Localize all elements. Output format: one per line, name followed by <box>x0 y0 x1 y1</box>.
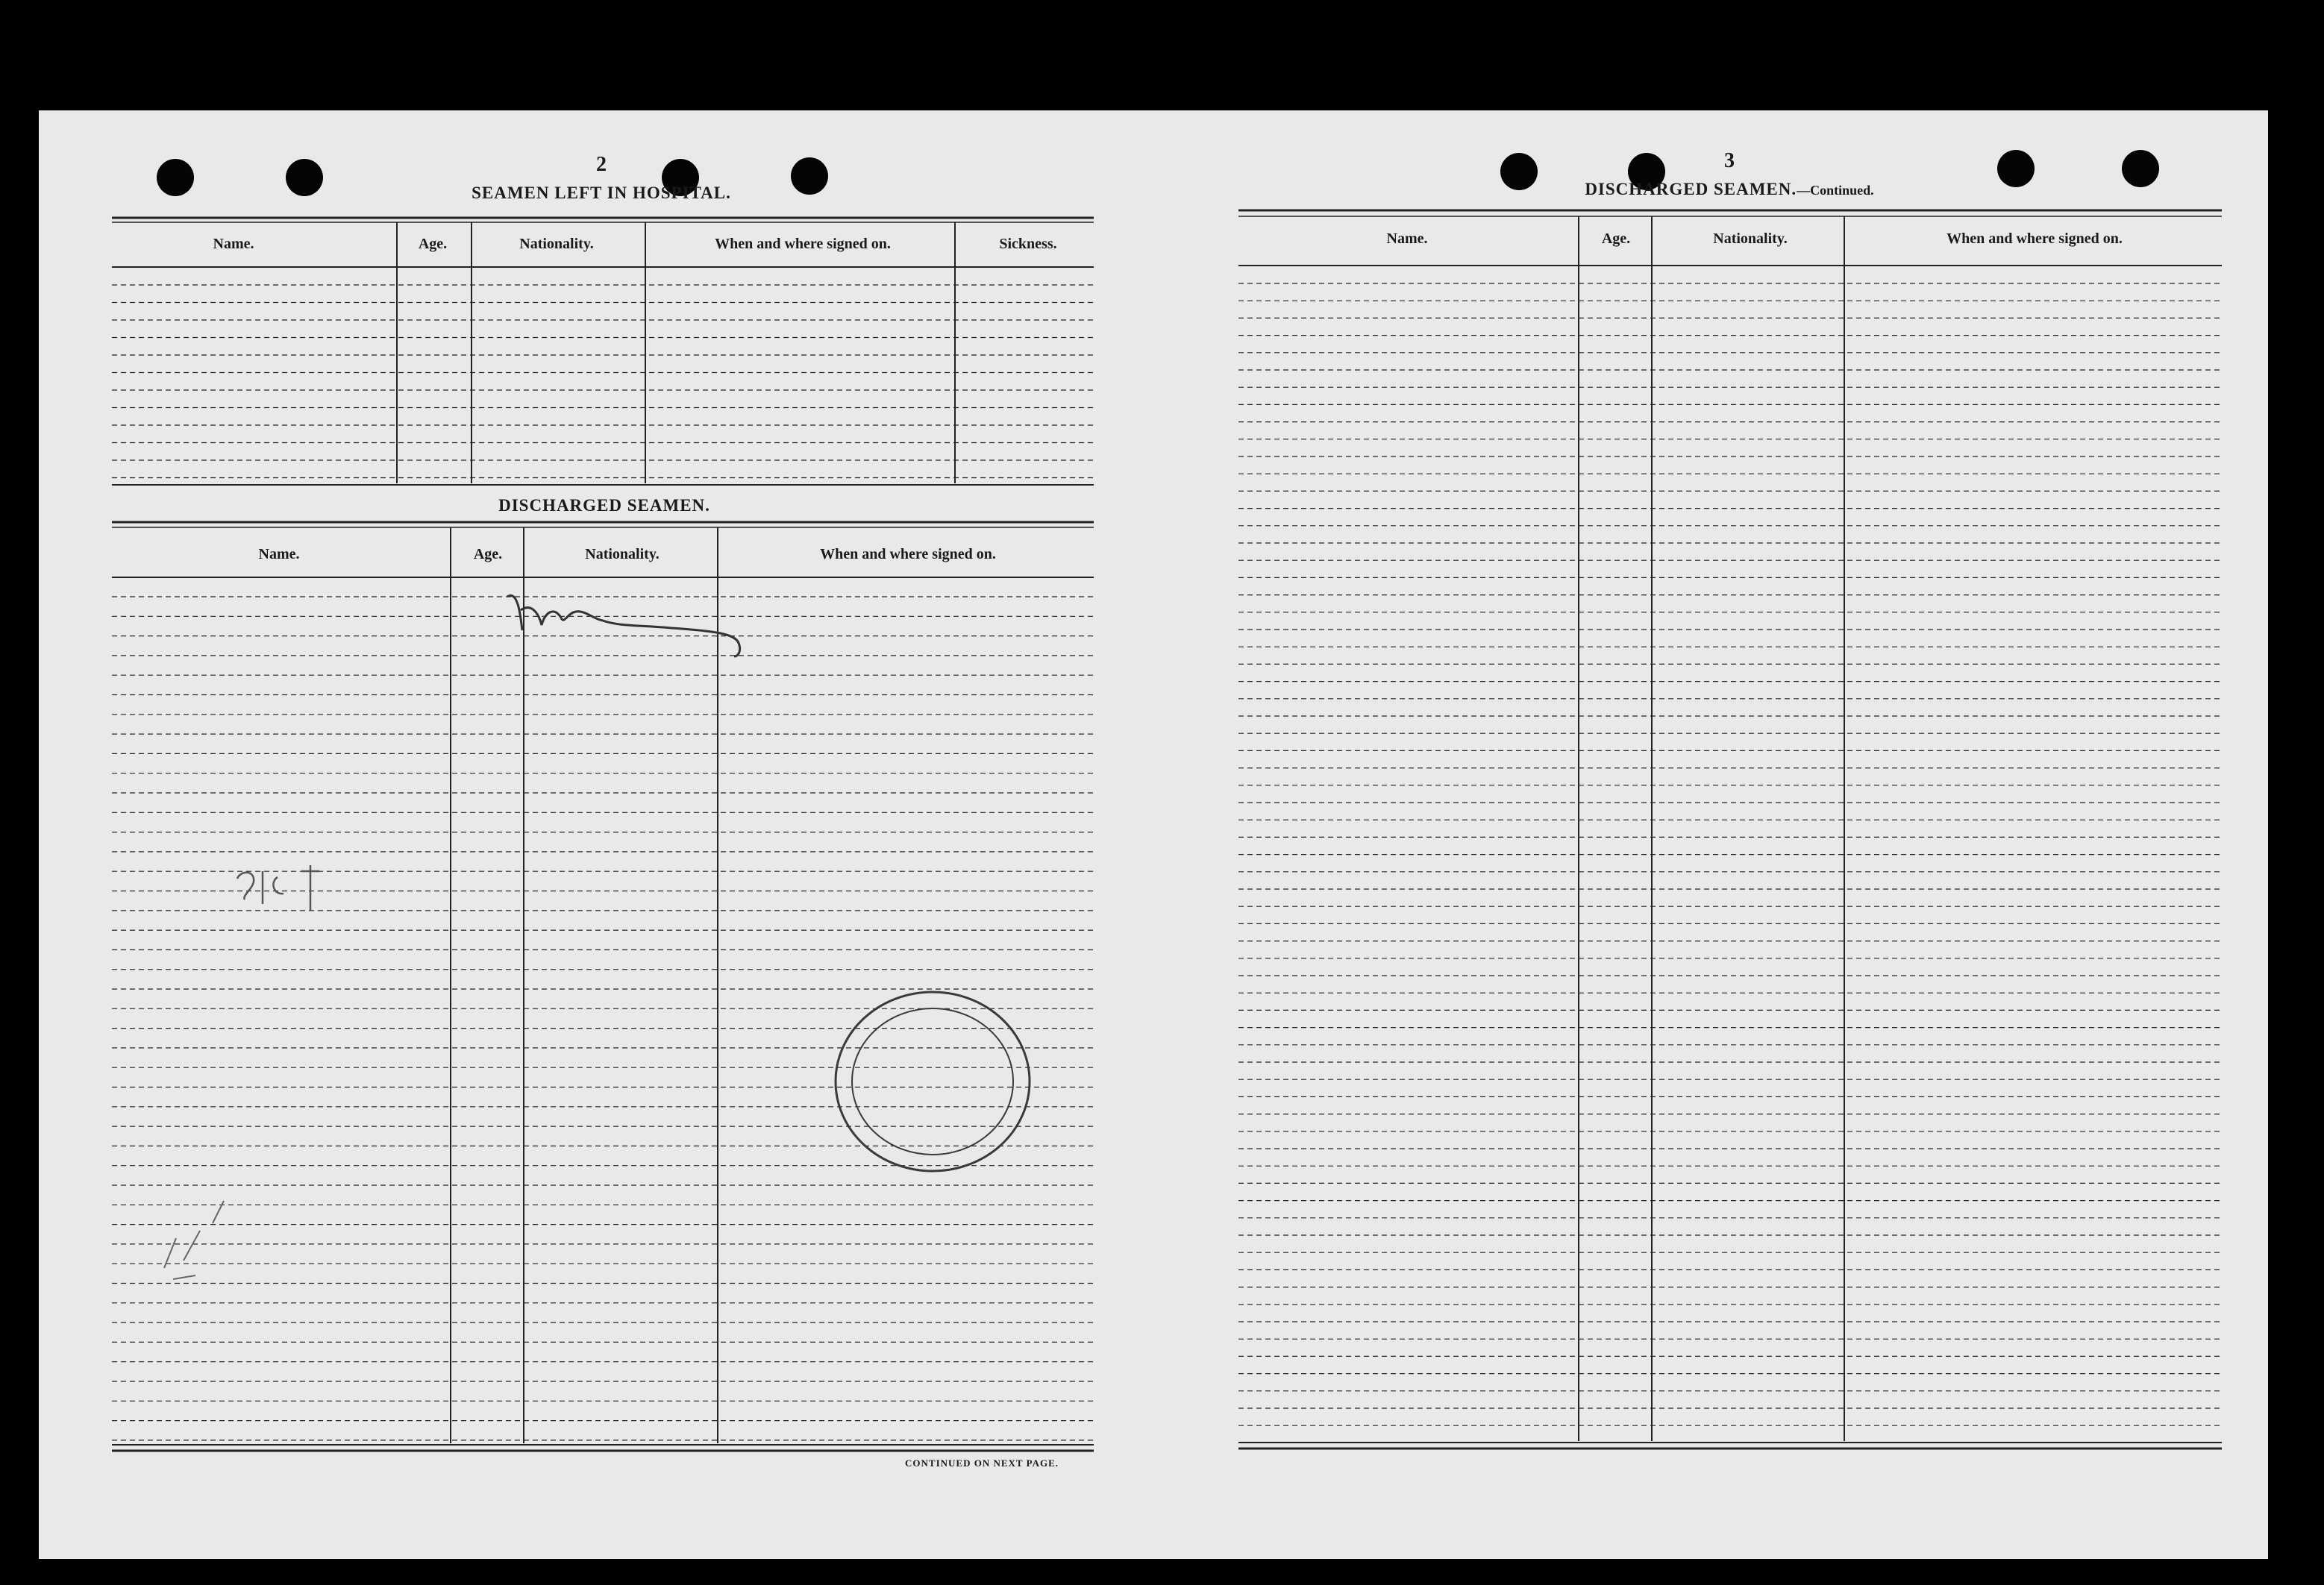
discharged-col-signed-on: When and where signed on. <box>820 546 996 562</box>
hospital-col-name: Name. <box>213 236 254 252</box>
left-page <box>112 218 1094 1451</box>
right-col-age: Age. <box>1601 230 1631 247</box>
received-stamp <box>836 992 1030 1171</box>
right-page-title <box>1585 181 1873 198</box>
punch-hole <box>286 159 323 196</box>
punch-hole <box>2122 150 2159 187</box>
right-page <box>1238 210 2222 1449</box>
hospital-col-age: Age. <box>418 236 448 252</box>
handwritten-none-signature <box>507 595 740 656</box>
hospital-section-title: SEAMEN LEFT IN HOSPITAL. <box>472 183 731 202</box>
discharged-section-title: DISCHARGED SEAMEN. <box>498 496 710 515</box>
discharged-col-name: Name. <box>258 546 300 562</box>
left-page-number: 2 <box>596 153 607 176</box>
faint-pencil-marks <box>164 865 319 1279</box>
right-col-signed-on: When and where signed on. <box>1946 230 2123 247</box>
punch-hole <box>1997 150 2035 187</box>
continued-footer: CONTINUED ON NEXT PAGE. <box>905 1457 1059 1469</box>
hospital-col-nationality: Nationality. <box>519 236 594 252</box>
right-col-nationality: Nationality. <box>1713 230 1788 247</box>
right-col-name: Name. <box>1386 230 1428 247</box>
hospital-col-signed-on: When and where signed on. <box>715 236 891 252</box>
punch-hole <box>791 157 828 195</box>
right-title-main: DISCHARGED SEAMEN. <box>1585 180 1797 198</box>
right-title-suffix: —Continued. <box>1797 183 1874 198</box>
discharged-col-nationality: Nationality. <box>585 546 660 562</box>
hospital-col-sickness: Sickness. <box>999 236 1057 252</box>
right-page-number: 3 <box>1724 149 1735 172</box>
discharged-col-age: Age. <box>473 546 503 562</box>
punch-hole <box>157 159 194 196</box>
punch-hole <box>1500 153 1538 190</box>
